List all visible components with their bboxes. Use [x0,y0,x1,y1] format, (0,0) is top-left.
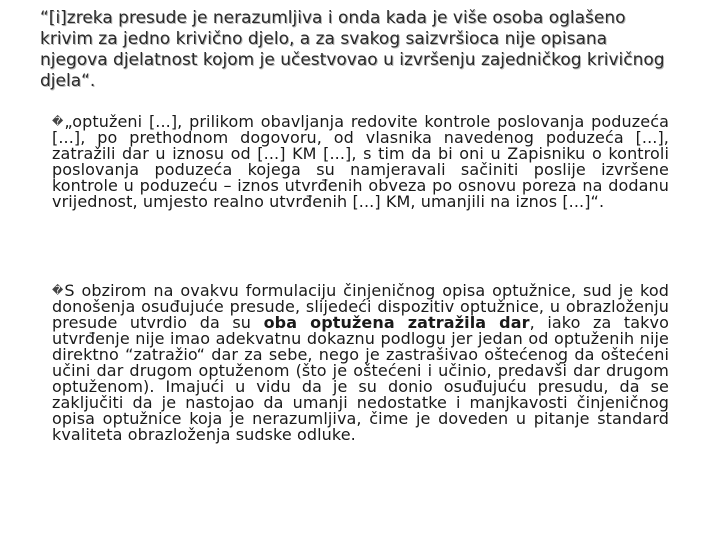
bullet-text-2-bold: oba optužena zatražila dar [263,313,530,332]
bullet-paragraph-1 [52,114,669,210]
bullet-text-2-before: S obzirom na ovakvu formulaciju činjeničnog opisa optužnice, sud je kod donošenja osuđujuće presude, slijedeći dispozitiv optužnice, u obrazloženju presude utvrdio da su [52,281,669,332]
quote-heading: “[i]zreka presude je nerazumljiva i onda kada je više osoba oglašeno krivim za jedno krivično djelo, a za svakog saizvršioca nije opisana njegova djelatnost kojom je učestvovao u izvršenju zajedničkog krivičnog djela“. [40,8,665,91]
bullet-icon: � [52,284,64,297]
bullet-text-1: „optuženi [...], prilikom obavljanja redovite kontrole poslovanja poduzeća [...], po prethodnom dogovoru, od vlasnika navedenog poduzeća [...], zatražili dar u iznosu od [...] KM [...], s tim da bi oni u Zapisniku o kontroli poslovanja poduzeća kojega su namjeravali sačiniti poslije izvršene kontrole u poduzeću – iznos utvrđenih obveza po osnovu poreza na dodanu vrijednost, umjesto realno utvrđenih [...] KM, umanjili na iznos [...]“. [52,112,669,211]
bullet-text-2-after: , iako za takvo utvrđenje nije imao adekvatnu dokaznu podlogu jer jedan od optuženih nije direktno “zatražio“ dar za sebe, nego je zastrašivao oštećenog da oštećeni učini dar drugom optuženom (što je oštećeni i učinio, predavši dar drugom optuženom). Imajući u vidu da je su donio osuđujuću presudu, da se zaključiti da je nastojao da umanji nedostatke i manjkavosti činjeničnog opisa optužnice koja je nerazumljiva, čime je doveden u pitanje standard kvaliteta obrazloženja sudske odluke. [52,313,669,444]
bullet-paragraph-2 [52,283,669,443]
bullet-icon: � [52,115,64,128]
